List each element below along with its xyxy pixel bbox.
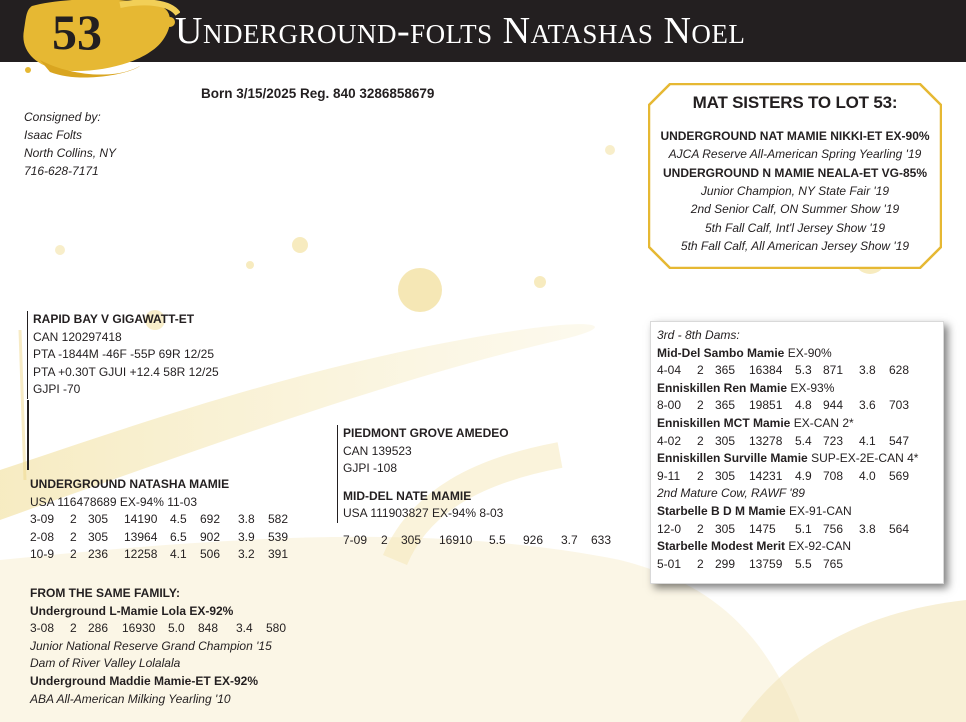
record-row <box>657 521 919 539</box>
page-title: Underground-folts Natashas Noel <box>175 10 746 52</box>
record-cell: 3-08 <box>30 621 55 636</box>
dam-entry-name: Enniskillen Surville Mamie <box>657 451 808 466</box>
sire-line: CAN 120297418 <box>33 329 122 344</box>
record-cell: 3.2 <box>238 547 255 561</box>
record-cell: 944 <box>823 398 844 413</box>
record-cell: 723 <box>823 433 844 448</box>
consignor-label: Consigned by: <box>24 110 101 124</box>
record-cell: 3.4 <box>236 621 253 636</box>
dams-title: 3rd - 8th Dams: <box>657 328 740 342</box>
record-cell: 14231 <box>749 468 783 483</box>
record-cell: 4-02 <box>657 433 682 448</box>
dam-entry-heading <box>657 503 919 521</box>
record-cell: 305 <box>715 433 736 448</box>
record-cell: 8-00 <box>657 398 682 413</box>
record-cell: 564 <box>889 521 910 536</box>
record-cell: 580 <box>266 621 287 636</box>
maternal-grandsire-line: CAN 139523 <box>343 443 412 458</box>
family-members <box>30 603 296 709</box>
record-cell: 305 <box>401 533 422 547</box>
record-cell: 692 <box>200 512 221 526</box>
record-cell: 305 <box>715 468 736 483</box>
record-cell: 506 <box>200 547 221 561</box>
sire-name: RAPID BAY V GIGAWATT-ET <box>33 312 195 326</box>
mat-sister-name: UNDERGROUND NAT MAMIE NIKKI-ET EX-90% <box>660 129 930 143</box>
record-row <box>657 556 919 574</box>
dam-entry-name: Starbelle Modest Merit <box>657 539 786 554</box>
record-cell: 365 <box>715 398 736 413</box>
family-member-name: Underground L-Mamie Lola EX-92% <box>30 603 234 618</box>
mat-sister-award: AJCA Reserve All-American Spring Yearling '19 <box>668 147 922 161</box>
record-cell: 4-04 <box>657 363 682 378</box>
record-cell: 547 <box>889 433 910 448</box>
dam-entry-name: Enniskillen MCT Mamie <box>657 415 791 430</box>
record-cell: 4.9 <box>795 468 812 483</box>
mat-sister-award: 5th Fall Calf, Int'l Jersey Show '19 <box>705 220 885 235</box>
family-title: FROM THE SAME FAMILY: <box>30 586 180 600</box>
record-row <box>657 433 919 451</box>
record-row <box>30 546 298 564</box>
record-cell: 708 <box>823 468 844 483</box>
record-cell: 236 <box>88 547 109 561</box>
record-cell: 5.0 <box>168 621 185 636</box>
consignor-city: North Collins, NY <box>24 146 117 160</box>
consignor-name: Isaac Folts <box>24 128 83 142</box>
sire-line: GJPI -70 <box>33 382 81 396</box>
record-cell: 14190 <box>124 512 158 526</box>
record-cell: 2-08 <box>30 529 55 544</box>
record-row <box>657 362 919 380</box>
record-cell: 10-9 <box>30 547 55 561</box>
granddam-name: MID-DEL NATE MAMIE <box>343 488 472 503</box>
record-cell: 1475 <box>749 521 776 536</box>
record-cell: 628 <box>889 363 910 378</box>
mat-sister-award: 2nd Senior Calf, ON Summer Show '19 <box>690 202 900 216</box>
record-cell: 9-11 <box>657 468 681 483</box>
record-cell: 5.3 <box>795 363 812 378</box>
record-cell: 7-09 <box>343 533 368 547</box>
record-cell: 2 <box>70 621 77 636</box>
record-row <box>343 532 621 550</box>
dam-entry-name: Mid-Del Sambo Mamie <box>657 345 785 360</box>
record-cell: 305 <box>88 512 109 526</box>
record-cell: 2 <box>381 533 388 547</box>
record-cell: 13278 <box>749 433 783 448</box>
record-cell: 2 <box>70 512 77 526</box>
record-cell: 582 <box>268 512 289 526</box>
record-cell: 756 <box>823 521 844 536</box>
dam-entry-score: SUP-EX-2E-CAN 4* <box>807 451 919 466</box>
record-cell: 926 <box>523 533 544 547</box>
dam-entry-name: Starbelle B D M Mamie <box>657 503 786 518</box>
dam-entry-heading <box>657 415 919 433</box>
record-cell: 13759 <box>749 556 783 571</box>
sire-line: PTA -1844M -46F -55P 69R 12/25 <box>33 347 214 361</box>
record-cell: 902 <box>200 529 221 544</box>
dam-entry-heading <box>657 450 919 468</box>
record-cell: 3.7 <box>561 533 578 547</box>
record-cell: 703 <box>889 398 910 413</box>
pedigree-connector <box>27 400 29 470</box>
dam-entry-heading <box>657 538 919 556</box>
mat-sisters-list <box>648 127 942 256</box>
record-cell: 19851 <box>749 398 783 413</box>
record-cell: 299 <box>715 556 736 571</box>
record-cell: 16910 <box>439 533 473 547</box>
record-cell: 5.5 <box>489 533 506 547</box>
mat-sisters-box <box>648 93 942 256</box>
dam-name: UNDERGROUND NATASHA MAMIE <box>30 477 230 491</box>
granddam-records <box>343 532 621 550</box>
record-cell: 5.5 <box>795 556 812 571</box>
sire-block <box>27 311 219 399</box>
record-cell: 848 <box>198 621 219 636</box>
record-cell: 3.8 <box>238 512 255 526</box>
record-cell: 5.1 <box>795 521 812 536</box>
record-row <box>30 511 298 529</box>
record-cell: 3.9 <box>238 529 255 544</box>
record-cell: 365 <box>715 363 736 378</box>
record-cell: 286 <box>88 621 109 636</box>
mat-sisters-title: MAT SISTERS TO LOT 53: <box>692 93 898 112</box>
record-cell: 2 <box>70 529 77 544</box>
record-row <box>30 620 296 638</box>
dam-entry-name: Enniskillen Ren Mamie <box>657 380 788 395</box>
record-cell: 5.4 <box>795 433 812 448</box>
dam-entry-score: EX-90% <box>784 345 832 360</box>
record-cell: 5-01 <box>657 556 682 571</box>
record-cell: 16930 <box>122 621 156 636</box>
record-cell: 2 <box>697 556 704 571</box>
dam-entry-score: EX-93% <box>787 380 835 395</box>
sire-line: PTA +0.30T GJUI +12.4 58R 12/25 <box>33 364 219 379</box>
dam-block <box>30 476 298 564</box>
record-row <box>657 397 919 415</box>
record-cell: 2 <box>697 363 704 378</box>
record-cell: 633 <box>591 533 612 547</box>
record-row <box>30 529 298 547</box>
granddam-registration: USA 111903827 EX-94% 8-03 <box>343 506 504 520</box>
dam-entry-score: EX-91-CAN <box>785 503 852 518</box>
consignor-info <box>24 108 116 180</box>
record-cell: 13964 <box>124 529 158 544</box>
family-member-note: Dam of River Valley Lolalala <box>30 656 181 671</box>
record-cell: 3.6 <box>859 398 876 413</box>
record-cell: 12-0 <box>657 521 682 536</box>
dam-entry-score: EX-92-CAN <box>785 539 852 554</box>
dam-entry-heading <box>657 345 919 363</box>
dam-registration: USA 116478689 EX-94% 11-03 <box>30 494 198 509</box>
family-block <box>30 585 296 708</box>
family-member-note: Junior National Reserve Grand Champion '15 <box>30 638 272 653</box>
record-cell: 2 <box>70 547 77 561</box>
record-cell: 3.8 <box>859 521 876 536</box>
record-cell: 305 <box>715 521 736 536</box>
record-cell: 2 <box>697 433 704 448</box>
record-row <box>657 468 919 486</box>
record-cell: 2 <box>697 521 704 536</box>
lot-number: 53 <box>52 4 102 60</box>
dam-entry-heading <box>657 380 919 398</box>
dams-entries <box>657 345 919 574</box>
record-cell: 871 <box>823 363 844 378</box>
record-cell: 4.1 <box>170 547 187 561</box>
record-cell: 6.5 <box>170 529 187 544</box>
record-cell: 4.8 <box>795 398 812 413</box>
record-cell: 305 <box>88 529 109 544</box>
dam-entry-score: EX-CAN 2* <box>790 415 854 430</box>
record-cell: 4.0 <box>859 468 876 483</box>
record-cell: 12258 <box>124 547 158 561</box>
record-cell: 16384 <box>749 363 783 378</box>
consignor-phone: 716-628-7171 <box>24 164 99 178</box>
record-cell: 2 <box>697 468 704 483</box>
mat-sister-name: UNDERGROUND N MAMIE NEALA-ET VG-85% <box>662 165 927 180</box>
family-member-note: ABA All-American Milking Yearling '10 <box>30 691 231 706</box>
dam-entry-note: 2nd Mature Cow, RAWF '89 <box>657 486 805 501</box>
mat-sister-award: Junior Champion, NY State Fair '19 <box>700 183 890 198</box>
record-cell: 569 <box>889 468 910 483</box>
record-cell: 3.8 <box>859 363 876 378</box>
maternal-grandsire-block <box>337 425 509 523</box>
family-member-name: Underground Maddie Mamie-ET EX-92% <box>30 673 259 688</box>
born-registration: Born 3/15/2025 Reg. 840 3286858679 <box>201 86 435 101</box>
record-cell: 391 <box>268 547 289 561</box>
record-cell: 4.1 <box>859 433 876 448</box>
maternal-grandsire-name: PIEDMONT GROVE AMEDEO <box>343 426 509 440</box>
dams-list <box>657 327 919 573</box>
maternal-grandsire-line: GJPI -108 <box>343 461 398 475</box>
record-cell: 4.5 <box>170 512 187 526</box>
record-cell: 765 <box>823 556 844 571</box>
record-cell: 3-09 <box>30 512 55 526</box>
dam-records <box>30 511 298 564</box>
record-cell: 2 <box>697 398 704 413</box>
mat-sister-award: 5th Fall Calf, All American Jersey Show '19 <box>680 239 910 253</box>
record-cell: 539 <box>268 529 289 544</box>
